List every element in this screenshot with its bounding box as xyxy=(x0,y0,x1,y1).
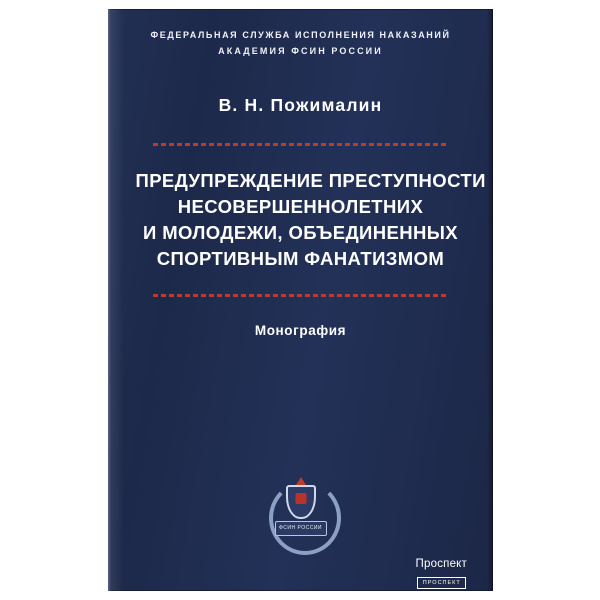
organization-line-1: ФЕДЕРАЛЬНАЯ СЛУЖБА ИСПОЛНЕНИЯ НАКАЗАНИЙ xyxy=(150,30,451,40)
shield-emblem-icon xyxy=(295,493,306,504)
organization-block xyxy=(108,27,493,59)
publisher-name xyxy=(416,558,467,571)
title-line-4: СПОРТИВНЫМ ФАНАТИЗМОМ xyxy=(156,248,445,269)
title-line-3: И МОЛОДЕЖИ, ОБЪЕДИНЕННЫХ xyxy=(142,222,459,243)
title-line-2: НЕСОВЕРШЕННОЛЕТНИХ xyxy=(177,196,424,217)
publisher-brand-text: Проспект xyxy=(415,558,467,570)
title-line-1: ПРЕДУПРЕЖДЕНИЕ ПРЕСТУПНОСТИ xyxy=(135,170,486,191)
cover-content xyxy=(108,27,493,591)
fsin-academy-emblem-icon xyxy=(269,477,333,551)
book-subtitle: Монография xyxy=(254,323,347,338)
author-name: В. Н. Пожималин xyxy=(218,95,383,115)
book-cover xyxy=(108,9,493,591)
star-icon xyxy=(296,477,306,485)
publisher-logo xyxy=(416,558,467,589)
organization-line-2: АКАДЕМИЯ ФСИН РОССИИ xyxy=(218,46,383,56)
publisher-mark: ПРОСПЕКТ xyxy=(417,577,466,589)
divider-rule-top xyxy=(153,143,448,146)
divider-rule-bottom xyxy=(153,294,448,297)
book-title xyxy=(135,168,486,272)
emblem-banner: ФСИН РОССИИ xyxy=(275,521,327,536)
